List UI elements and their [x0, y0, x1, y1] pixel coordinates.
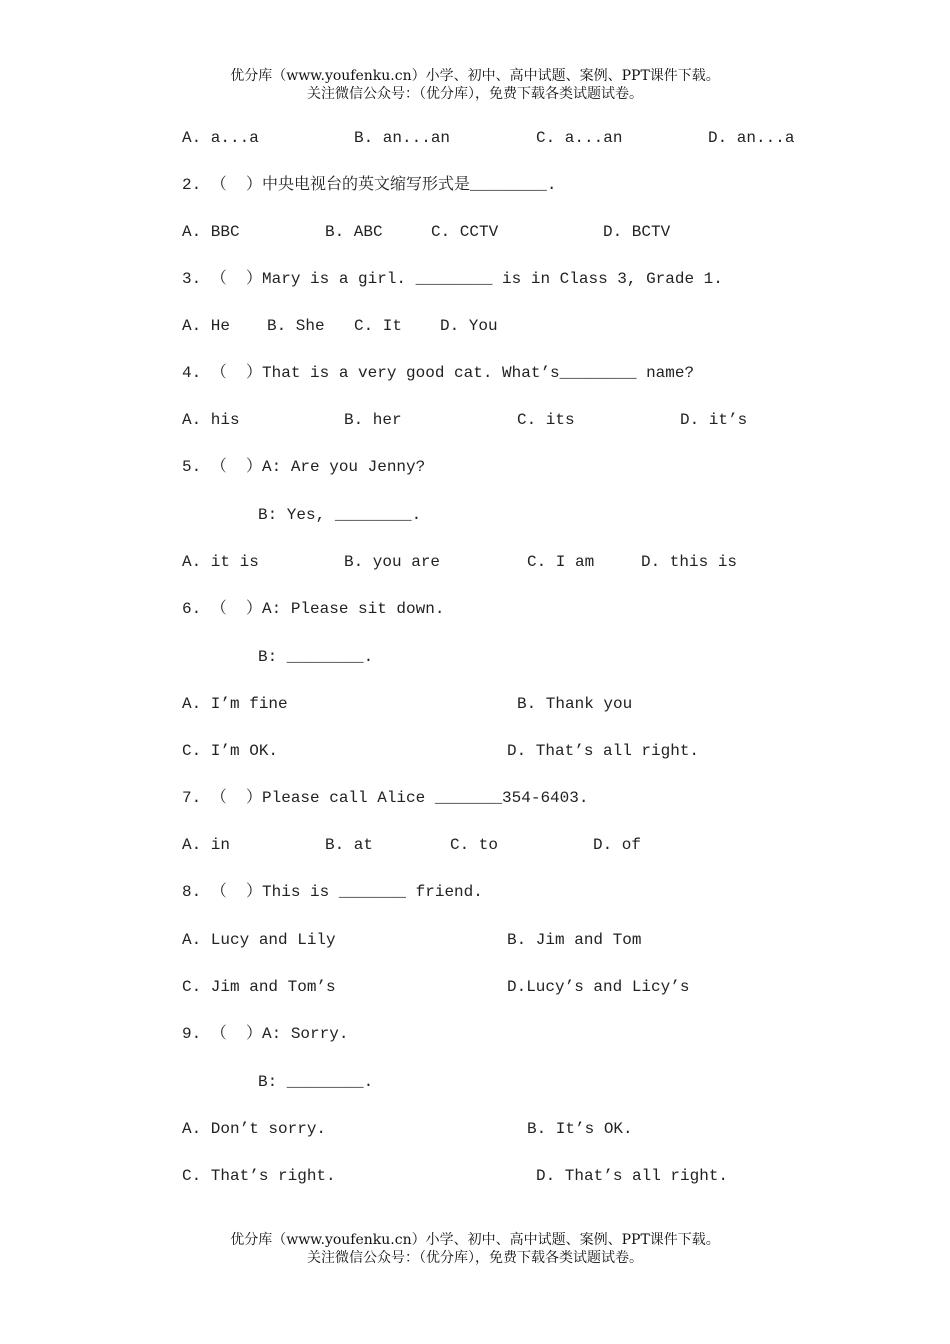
question-line [0, 880, 950, 904]
option-text: C. That’s right. [182, 1167, 336, 1185]
question-text: B: ________. [258, 1073, 374, 1091]
options-row [0, 126, 950, 150]
option-text: B. ABC [325, 223, 383, 241]
option-text: B. you are [344, 553, 441, 571]
option-text: B. Thank you [517, 695, 633, 713]
page-header [0, 67, 950, 103]
option-text: C. It [354, 317, 403, 335]
question-line [0, 786, 950, 810]
footer-line-2: 关注微信公众号：（优分库），免费下载各类试题试卷。 [307, 1250, 643, 1266]
option-text: B. Jim and Tom [507, 931, 642, 949]
option-text: B. her [344, 411, 402, 429]
question-text: 5. （ ）A: Are you Jenny? [182, 458, 426, 476]
option-text: C. Jim and Tom’s [182, 978, 336, 996]
options-row [0, 1117, 950, 1141]
options-row [0, 314, 950, 338]
question-text: 9. （ ）A: Sorry. [182, 1025, 349, 1043]
option-text: A. his [182, 411, 240, 429]
question-line [0, 503, 950, 527]
option-text: A. a...a [182, 129, 259, 147]
option-text: C. I’m OK. [182, 742, 279, 760]
option-text: D. it’s [680, 411, 748, 429]
question-line [0, 597, 950, 621]
question-text: 6. （ ）A: Please sit down. [182, 600, 445, 618]
question-text: B: Yes, ________. [258, 506, 422, 524]
options-row [0, 975, 950, 999]
question-text: 4. （ ）That is a very good cat. What’s________ name? [182, 364, 695, 382]
options-row [0, 739, 950, 763]
question-line [0, 1022, 950, 1046]
option-text: B. It’s OK. [527, 1120, 633, 1138]
option-text: A. BBC [182, 223, 240, 241]
header-line-1: 优分库（www.youfenku.cn）小学、初中、高中试题、案例、PPT课件下载。 [230, 68, 720, 84]
question-line [0, 361, 950, 385]
option-text: B. She [267, 317, 325, 335]
option-text: D. You [440, 317, 498, 335]
options-row [0, 833, 950, 857]
question-text: 2. （ ）中央电视台的英文缩写形式是________. [182, 176, 557, 194]
question-line [0, 173, 950, 197]
option-text: C. its [517, 411, 575, 429]
option-text: B. an...an [354, 129, 451, 147]
option-text: D. of [593, 836, 642, 854]
option-text: A. I’m fine [182, 695, 288, 713]
option-text: B. at [325, 836, 374, 854]
question-text: 8. （ ）This is _______ friend. [182, 883, 483, 901]
option-text: A. He [182, 317, 231, 335]
option-text: D. an...a [708, 129, 795, 147]
option-text: C. to [450, 836, 499, 854]
option-text: A. Don’t sorry. [182, 1120, 327, 1138]
option-text: D.Lucy’s and Licy’s [507, 978, 690, 996]
option-text: A. it is [182, 553, 259, 571]
question-line [0, 1070, 950, 1094]
header-line-2: 关注微信公众号：（优分库），免费下载各类试题试卷。 [307, 86, 643, 102]
options-row [0, 692, 950, 716]
question-line [0, 455, 950, 479]
option-text: A. in [182, 836, 231, 854]
question-line [0, 645, 950, 669]
option-text: D. this is [641, 553, 738, 571]
question-text: 7. （ ）Please call Alice _______354-6403. [182, 789, 589, 807]
options-row [0, 220, 950, 244]
options-row [0, 928, 950, 952]
option-text: C. a...an [536, 129, 623, 147]
page-footer [0, 1231, 950, 1267]
question-line [0, 267, 950, 291]
question-text: 3. （ ）Mary is a girl. ________ is in Class 3, Grade 1. [182, 270, 723, 288]
option-text: D. BCTV [603, 223, 671, 241]
options-row [0, 1164, 950, 1188]
options-row [0, 408, 950, 432]
option-text: C. CCTV [431, 223, 499, 241]
options-row [0, 550, 950, 574]
footer-line-1: 优分库（www.youfenku.cn）小学、初中、高中试题、案例、PPT课件下载。 [230, 1232, 720, 1248]
option-text: A. Lucy and Lily [182, 931, 336, 949]
option-text: C. I am [527, 553, 595, 571]
option-text: D. That’s all right. [536, 1167, 729, 1185]
question-text: B: ________. [258, 648, 374, 666]
option-text: D. That’s all right. [507, 742, 700, 760]
